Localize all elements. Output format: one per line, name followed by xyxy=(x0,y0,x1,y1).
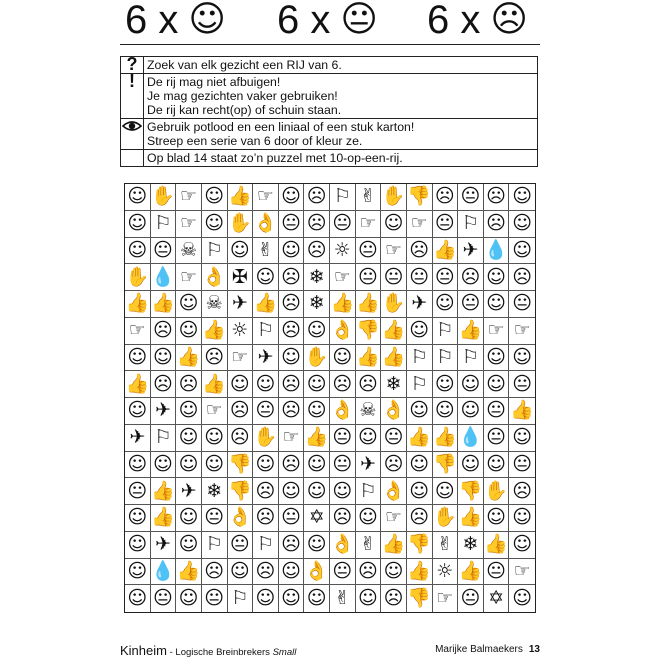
star-of-david-icon: ✡ xyxy=(304,505,330,532)
neutral-count xyxy=(277,0,378,40)
smiley-icon: ☺ xyxy=(125,238,151,265)
smiley-icon: ☺ xyxy=(125,585,151,612)
pointing-hand-icon: ☞ xyxy=(253,184,279,211)
smiley-icon: ☺ xyxy=(433,478,459,505)
ok-hand-icon: 👌 xyxy=(330,398,356,425)
thumbs-down-icon: 👎 xyxy=(433,452,459,479)
smiley-icon: ☺ xyxy=(125,211,151,238)
thumbs-up-icon: 👍 xyxy=(125,371,151,398)
ok-hand-icon: 👌 xyxy=(330,318,356,345)
smiley-icon: ☺ xyxy=(188,0,226,40)
frowning-face-icon: ☹ xyxy=(330,371,356,398)
raised-hand-icon: ✋ xyxy=(433,505,459,532)
thumbs-down-icon: 👎 xyxy=(228,478,254,505)
puzzle-grid xyxy=(124,183,536,613)
smiley-icon: ☺ xyxy=(509,345,535,372)
count-label: 6 x xyxy=(277,0,331,42)
smiley-icon: ☺ xyxy=(125,184,151,211)
smiley-icon: ☺ xyxy=(151,452,177,479)
thumbs-up-icon: 👍 xyxy=(176,559,202,586)
neutral-face-icon: 😐 xyxy=(330,452,356,479)
pointing-hand-icon: ☞ xyxy=(176,264,202,291)
smiley-icon: ☺ xyxy=(202,211,228,238)
smiley-icon: ☺ xyxy=(356,505,382,532)
frowning-face-icon: ☹ xyxy=(151,318,177,345)
thumbs-up-icon: 👍 xyxy=(509,398,535,425)
airplane-icon: ✈ xyxy=(356,452,382,479)
frowning-face-icon: ☹ xyxy=(509,264,535,291)
frowning-face-icon: ☹ xyxy=(356,371,382,398)
skull-icon: ☠ xyxy=(176,238,202,265)
neutral-face-icon: 😐 xyxy=(484,559,510,586)
smiley-icon: ☺ xyxy=(509,425,535,452)
ok-hand-icon: 👌 xyxy=(253,211,279,238)
neutral-face-icon: 😐 xyxy=(407,264,433,291)
smiley-icon: ☺ xyxy=(202,425,228,452)
frowning-face-icon: ☹ xyxy=(151,371,177,398)
neutral-face-icon: 😐 xyxy=(253,398,279,425)
pointing-hand-icon: ☞ xyxy=(509,559,535,586)
airplane-icon: ✈ xyxy=(125,425,151,452)
pointing-hand-icon: ☞ xyxy=(176,184,202,211)
thumbs-up-icon: 👍 xyxy=(407,425,433,452)
victory-hand-icon: ✌ xyxy=(356,532,382,559)
smiley-icon: ☺ xyxy=(512,587,533,610)
neutral-face-icon: 😐 xyxy=(356,238,382,265)
smiley-icon: ☺ xyxy=(176,291,202,318)
pointing-hand-icon: ☞ xyxy=(202,398,228,425)
happy-count xyxy=(125,0,226,40)
smiley-icon: ☺ xyxy=(253,264,279,291)
raised-hand-icon: ✋ xyxy=(304,345,330,372)
raised-hand-icon: ✋ xyxy=(381,291,407,318)
flag-icon: ⚐ xyxy=(228,585,254,612)
smiley-icon: ☺ xyxy=(228,238,254,265)
airplane-icon: ✈ xyxy=(253,345,279,372)
author-name: Marijke Balmaekers xyxy=(435,644,523,655)
pointing-hand-icon: ☞ xyxy=(330,264,356,291)
frowning-face-icon: ☹ xyxy=(407,505,433,532)
frowning-face-icon: ☹ xyxy=(407,238,433,265)
snowflake-icon: ❄ xyxy=(381,371,407,398)
frowning-face-icon: ☹ xyxy=(279,264,305,291)
thumbs-up-icon: 👍 xyxy=(381,345,407,372)
pointing-hand-icon: ☞ xyxy=(509,318,535,345)
snowflake-icon: ❄ xyxy=(304,264,330,291)
frowning-face-icon: ☹ xyxy=(490,0,528,40)
thumbs-up-icon: 👍 xyxy=(125,291,151,318)
neutral-face-icon: 😐 xyxy=(356,264,382,291)
series-size: Small xyxy=(272,647,297,658)
question-text: Zoek van elk gezicht een RIJ van 6. xyxy=(144,57,538,74)
frowning-face-icon: ☹ xyxy=(253,505,279,532)
neutral-face-icon: 😐 xyxy=(330,211,356,238)
raised-hand-icon: ✋ xyxy=(381,184,407,211)
smiley-icon: ☺ xyxy=(330,345,356,372)
smiley-icon: ☺ xyxy=(125,398,151,425)
ok-hand-icon: 👌 xyxy=(381,398,407,425)
neutral-face-icon: 😐 xyxy=(330,559,356,586)
pointing-hand-icon: ☞ xyxy=(484,318,510,345)
smiley-icon: ☺ xyxy=(381,211,407,238)
smiley-icon: ☺ xyxy=(176,398,202,425)
neutral-face-icon: 😐 xyxy=(509,371,535,398)
pointing-hand-icon: ☞ xyxy=(381,505,407,532)
thumbs-up-icon: 👍 xyxy=(151,505,177,532)
thumbs-up-icon: 👍 xyxy=(228,184,254,211)
maltese-cross-icon: ✠ xyxy=(228,264,254,291)
smiley-icon: ☺ xyxy=(407,478,433,505)
smiley-icon: ☺ xyxy=(484,264,510,291)
question-mark-icon: ? xyxy=(121,57,144,74)
smiley-icon: ☺ xyxy=(484,452,510,479)
smiley-icon: ☺ xyxy=(433,291,459,318)
flag-icon: ⚐ xyxy=(458,211,484,238)
smiley-icon: ☺ xyxy=(407,452,433,479)
frowning-face-icon: ☹ xyxy=(484,184,510,211)
frowning-face-icon: ☹ xyxy=(176,371,202,398)
flag-icon: ⚐ xyxy=(458,345,484,372)
tip-line: Streep een serie van 6 door of kleur ze. xyxy=(147,134,363,148)
frowning-face-icon: ☹ xyxy=(279,291,305,318)
frowning-face-icon: ☹ xyxy=(356,559,382,586)
pointing-hand-icon: ☞ xyxy=(433,585,459,612)
droplet-icon: 💧 xyxy=(458,425,484,452)
smiley-icon: ☺ xyxy=(304,371,330,398)
neutral-face-icon: 😐 xyxy=(433,211,459,238)
neutral-face-icon: 😐 xyxy=(202,585,228,612)
flag-icon: ⚐ xyxy=(433,318,459,345)
neutral-face-icon: 😐 xyxy=(509,291,535,318)
airplane-icon: ✈ xyxy=(176,478,202,505)
neutral-face-icon: 😐 xyxy=(151,585,177,612)
thumbs-up-icon: 👍 xyxy=(151,478,177,505)
smiley-icon: ☺ xyxy=(484,291,510,318)
frowning-face-icon: ☹ xyxy=(279,371,305,398)
smiley-icon: ☺ xyxy=(330,478,356,505)
page-number: 13 xyxy=(528,644,540,655)
flag-icon: ⚐ xyxy=(151,211,177,238)
smiley-icon: ☺ xyxy=(484,505,510,532)
pointing-hand-icon: ☞ xyxy=(228,345,254,372)
rule-line: De rij kan recht(op) of schuin staan. xyxy=(147,103,342,117)
smiley-icon: ☺ xyxy=(125,452,151,479)
flag-icon: ⚐ xyxy=(407,371,433,398)
header-divider xyxy=(120,44,540,45)
airplane-icon: ✈ xyxy=(458,238,484,265)
smiley-icon: ☺ xyxy=(279,345,305,372)
neutral-face-icon: 😐 xyxy=(151,238,177,265)
frowning-face-icon: ☹ xyxy=(279,398,305,425)
smiley-icon: ☺ xyxy=(509,211,535,238)
thumbs-up-icon: 👍 xyxy=(458,505,484,532)
count-label: 6 x xyxy=(427,0,481,42)
rule-line: De rij mag niet afbuigen! xyxy=(147,75,281,89)
victory-hand-icon: ✌ xyxy=(330,585,356,612)
thumbs-up-icon: 👍 xyxy=(458,559,484,586)
smiley-icon: ☺ xyxy=(125,532,151,559)
smiley-icon: ☺ xyxy=(279,478,305,505)
smiley-icon: ☺ xyxy=(484,371,510,398)
smiley-icon: ☺ xyxy=(176,532,202,559)
smiley-icon: ☺ xyxy=(509,505,535,532)
footer-right xyxy=(435,644,540,655)
droplet-icon: 💧 xyxy=(484,238,510,265)
frowning-face-icon: ☹ xyxy=(433,184,459,211)
tips-text xyxy=(144,119,538,150)
airplane-icon: ✈ xyxy=(407,291,433,318)
frowning-face-icon: ☹ xyxy=(228,425,254,452)
rules-text xyxy=(144,74,538,119)
neutral-face-icon: 😐 xyxy=(330,425,356,452)
sun-icon: ☼ xyxy=(228,318,254,345)
neutral-face-icon: 😐 xyxy=(433,264,459,291)
sun-icon: ☼ xyxy=(433,559,459,586)
smiley-icon: ☺ xyxy=(433,371,459,398)
neutral-face-icon: 😐 xyxy=(279,505,305,532)
raised-hand-icon: ✋ xyxy=(228,211,254,238)
reference-text: Op blad 14 staat zo’n puzzel met 10-op-een-rij. xyxy=(144,150,538,167)
smiley-icon: ☺ xyxy=(356,425,382,452)
neutral-face-icon: 😐 xyxy=(340,0,378,40)
smiley-icon: ☺ xyxy=(279,238,305,265)
thumbs-down-icon: 👎 xyxy=(356,318,382,345)
droplet-icon: 💧 xyxy=(151,264,177,291)
thumbs-up-icon: 👍 xyxy=(253,291,279,318)
star-of-david-icon: ✡ xyxy=(484,585,510,612)
raised-hand-icon: ✋ xyxy=(253,425,279,452)
smiley-icon: ☺ xyxy=(176,452,202,479)
thumbs-up-icon: 👍 xyxy=(381,532,407,559)
victory-hand-icon: ✌ xyxy=(253,238,279,265)
thumbs-down-icon: 👎 xyxy=(407,532,433,559)
smiley-icon: ☺ xyxy=(253,585,279,612)
smiley-icon: ☺ xyxy=(176,318,202,345)
smiley-icon: ☺ xyxy=(509,184,535,211)
smiley-icon: ☺ xyxy=(202,452,228,479)
airplane-icon: ✈ xyxy=(151,532,177,559)
frowning-face-icon: ☹ xyxy=(304,184,330,211)
smiley-icon: ☺ xyxy=(304,318,330,345)
neutral-face-icon: 😐 xyxy=(125,478,151,505)
smiley-icon: ☺ xyxy=(304,478,330,505)
header xyxy=(120,0,540,42)
frowning-face-icon: ☹ xyxy=(330,505,356,532)
frowning-face-icon: ☹ xyxy=(279,532,305,559)
empty-icon-cell xyxy=(121,150,144,167)
smiley-icon: ☺ xyxy=(458,452,484,479)
smiley-icon: ☺ xyxy=(433,398,459,425)
smiley-icon: ☺ xyxy=(458,398,484,425)
airplane-icon: ✈ xyxy=(228,291,254,318)
eye-icon xyxy=(121,119,144,150)
pointing-hand-icon: ☞ xyxy=(381,238,407,265)
thumbs-up-icon: 👍 xyxy=(202,318,228,345)
snowflake-icon: ❄ xyxy=(458,532,484,559)
neutral-face-icon: 😐 xyxy=(228,532,254,559)
pointing-hand-icon: ☞ xyxy=(176,211,202,238)
pointing-hand-icon: ☞ xyxy=(279,425,305,452)
smiley-icon: ☺ xyxy=(176,585,202,612)
thumbs-down-icon: 👎 xyxy=(407,585,433,612)
thumbs-up-icon: 👍 xyxy=(151,291,177,318)
frowning-face-icon: ☹ xyxy=(381,585,407,612)
smiley-icon: ☺ xyxy=(279,184,305,211)
flag-icon: ⚐ xyxy=(253,532,279,559)
flag-icon: ⚐ xyxy=(330,184,356,211)
victory-hand-icon: ✌ xyxy=(433,532,459,559)
thumbs-up-icon: 👍 xyxy=(433,238,459,265)
snowflake-icon: ❄ xyxy=(202,478,228,505)
smiley-icon: ☺ xyxy=(279,585,305,612)
frowning-face-icon: ☹ xyxy=(202,559,228,586)
thumbs-up-icon: 👍 xyxy=(176,345,202,372)
smiley-icon: ☺ xyxy=(125,345,151,372)
ok-hand-icon: 👌 xyxy=(381,478,407,505)
thumbs-up-icon: 👍 xyxy=(458,318,484,345)
publisher-name: Kinheim xyxy=(120,643,167,658)
neutral-face-icon: 😐 xyxy=(381,264,407,291)
smiley-icon: ☺ xyxy=(253,452,279,479)
thumbs-up-icon: 👍 xyxy=(433,425,459,452)
pointing-hand-icon: ☞ xyxy=(356,211,382,238)
smiley-icon: ☺ xyxy=(304,532,330,559)
sun-icon: ☼ xyxy=(330,238,356,265)
neutral-face-icon: 😐 xyxy=(202,505,228,532)
neutral-face-icon: 😐 xyxy=(279,211,305,238)
flag-icon: ⚐ xyxy=(202,532,228,559)
neutral-face-icon: 😐 xyxy=(458,585,484,612)
skull-icon: ☠ xyxy=(356,398,382,425)
count-label: 6 x xyxy=(125,0,179,42)
victory-hand-icon: ✌ xyxy=(356,184,382,211)
flag-icon: ⚐ xyxy=(407,345,433,372)
flag-icon: ⚐ xyxy=(356,478,382,505)
droplet-icon: 💧 xyxy=(151,559,177,586)
thumbs-up-icon: 👍 xyxy=(356,291,382,318)
smiley-icon: ☺ xyxy=(304,452,330,479)
sad-count xyxy=(427,0,528,40)
ok-hand-icon: 👌 xyxy=(330,532,356,559)
smiley-icon: ☺ xyxy=(356,585,382,612)
frowning-face-icon: ☹ xyxy=(304,238,330,265)
smiley-icon: ☺ xyxy=(407,318,433,345)
raised-hand-icon: ✋ xyxy=(125,264,151,291)
thumbs-down-icon: 👎 xyxy=(228,452,254,479)
smiley-icon: ☺ xyxy=(458,371,484,398)
flag-icon: ⚐ xyxy=(202,238,228,265)
smiley-icon: ☺ xyxy=(304,585,330,612)
neutral-face-icon: 😐 xyxy=(509,452,535,479)
frowning-face-icon: ☹ xyxy=(304,211,330,238)
frowning-face-icon: ☹ xyxy=(279,318,305,345)
smiley-icon: ☺ xyxy=(381,559,407,586)
smiley-icon: ☺ xyxy=(407,398,433,425)
tip-line: Gebruik potlood en een liniaal of een stuk karton! xyxy=(147,120,415,134)
raised-hand-icon: ✋ xyxy=(151,184,177,211)
ok-hand-icon: 👌 xyxy=(304,559,330,586)
smiley-icon: ☺ xyxy=(176,505,202,532)
smiley-icon: ☺ xyxy=(484,345,510,372)
thumbs-up-icon: 👍 xyxy=(484,532,510,559)
thumbs-down-icon: 👎 xyxy=(407,184,433,211)
pointing-hand-icon: ☞ xyxy=(407,211,433,238)
smiley-icon: ☺ xyxy=(176,425,202,452)
neutral-face-icon: 😐 xyxy=(484,425,510,452)
frowning-face-icon: ☹ xyxy=(228,398,254,425)
smiley-icon: ☺ xyxy=(125,559,151,586)
frowning-face-icon: ☹ xyxy=(509,478,535,505)
rule-line: Je mag gezichten vaker gebruiken! xyxy=(147,89,338,103)
pointing-hand-icon: ☞ xyxy=(125,318,151,345)
flag-icon: ⚐ xyxy=(433,345,459,372)
frowning-face-icon: ☹ xyxy=(253,559,279,586)
exclamation-icon: ! xyxy=(121,74,144,119)
footer xyxy=(120,643,540,657)
frowning-face-icon: ☹ xyxy=(279,452,305,479)
smiley-icon: ☺ xyxy=(304,398,330,425)
neutral-face-icon: 😐 xyxy=(381,425,407,452)
smiley-icon: ☺ xyxy=(202,184,228,211)
thumbs-up-icon: 👍 xyxy=(330,291,356,318)
thumbs-up-icon: 👍 xyxy=(304,425,330,452)
frowning-face-icon: ☹ xyxy=(458,264,484,291)
flag-icon: ⚐ xyxy=(151,425,177,452)
thumbs-up-icon: 👍 xyxy=(407,559,433,586)
smiley-icon: ☺ xyxy=(228,371,254,398)
snowflake-icon: ❄ xyxy=(304,291,330,318)
thumbs-up-icon: 👍 xyxy=(381,318,407,345)
smiley-icon: ☺ xyxy=(151,345,177,372)
frowning-face-icon: ☹ xyxy=(202,345,228,372)
smiley-icon: ☺ xyxy=(279,559,305,586)
neutral-face-icon: 😐 xyxy=(484,398,510,425)
thumbs-up-icon: 👍 xyxy=(356,345,382,372)
ok-hand-icon: 👌 xyxy=(202,264,228,291)
series-name: - Logische Breinbrekers xyxy=(166,647,273,658)
flag-icon: ⚐ xyxy=(253,318,279,345)
frowning-face-icon: ☹ xyxy=(381,452,407,479)
neutral-face-icon: 😐 xyxy=(458,291,484,318)
airplane-icon: ✈ xyxy=(151,398,177,425)
instructions-table xyxy=(120,56,538,167)
thumbs-up-icon: 👍 xyxy=(202,371,228,398)
thumbs-down-icon: 👎 xyxy=(458,478,484,505)
smiley-icon: ☺ xyxy=(228,559,254,586)
neutral-face-icon: 😐 xyxy=(458,184,484,211)
frowning-face-icon: ☹ xyxy=(253,478,279,505)
smiley-icon: ☺ xyxy=(125,505,151,532)
raised-hand-icon: ✋ xyxy=(484,478,510,505)
frowning-face-icon: ☹ xyxy=(484,211,510,238)
ok-hand-icon: 👌 xyxy=(228,505,254,532)
smiley-icon: ☺ xyxy=(253,371,279,398)
skull-icon: ☠ xyxy=(202,291,228,318)
smiley-icon: ☺ xyxy=(509,238,535,265)
footer-title xyxy=(120,643,296,658)
smiley-icon: ☺ xyxy=(509,532,535,559)
